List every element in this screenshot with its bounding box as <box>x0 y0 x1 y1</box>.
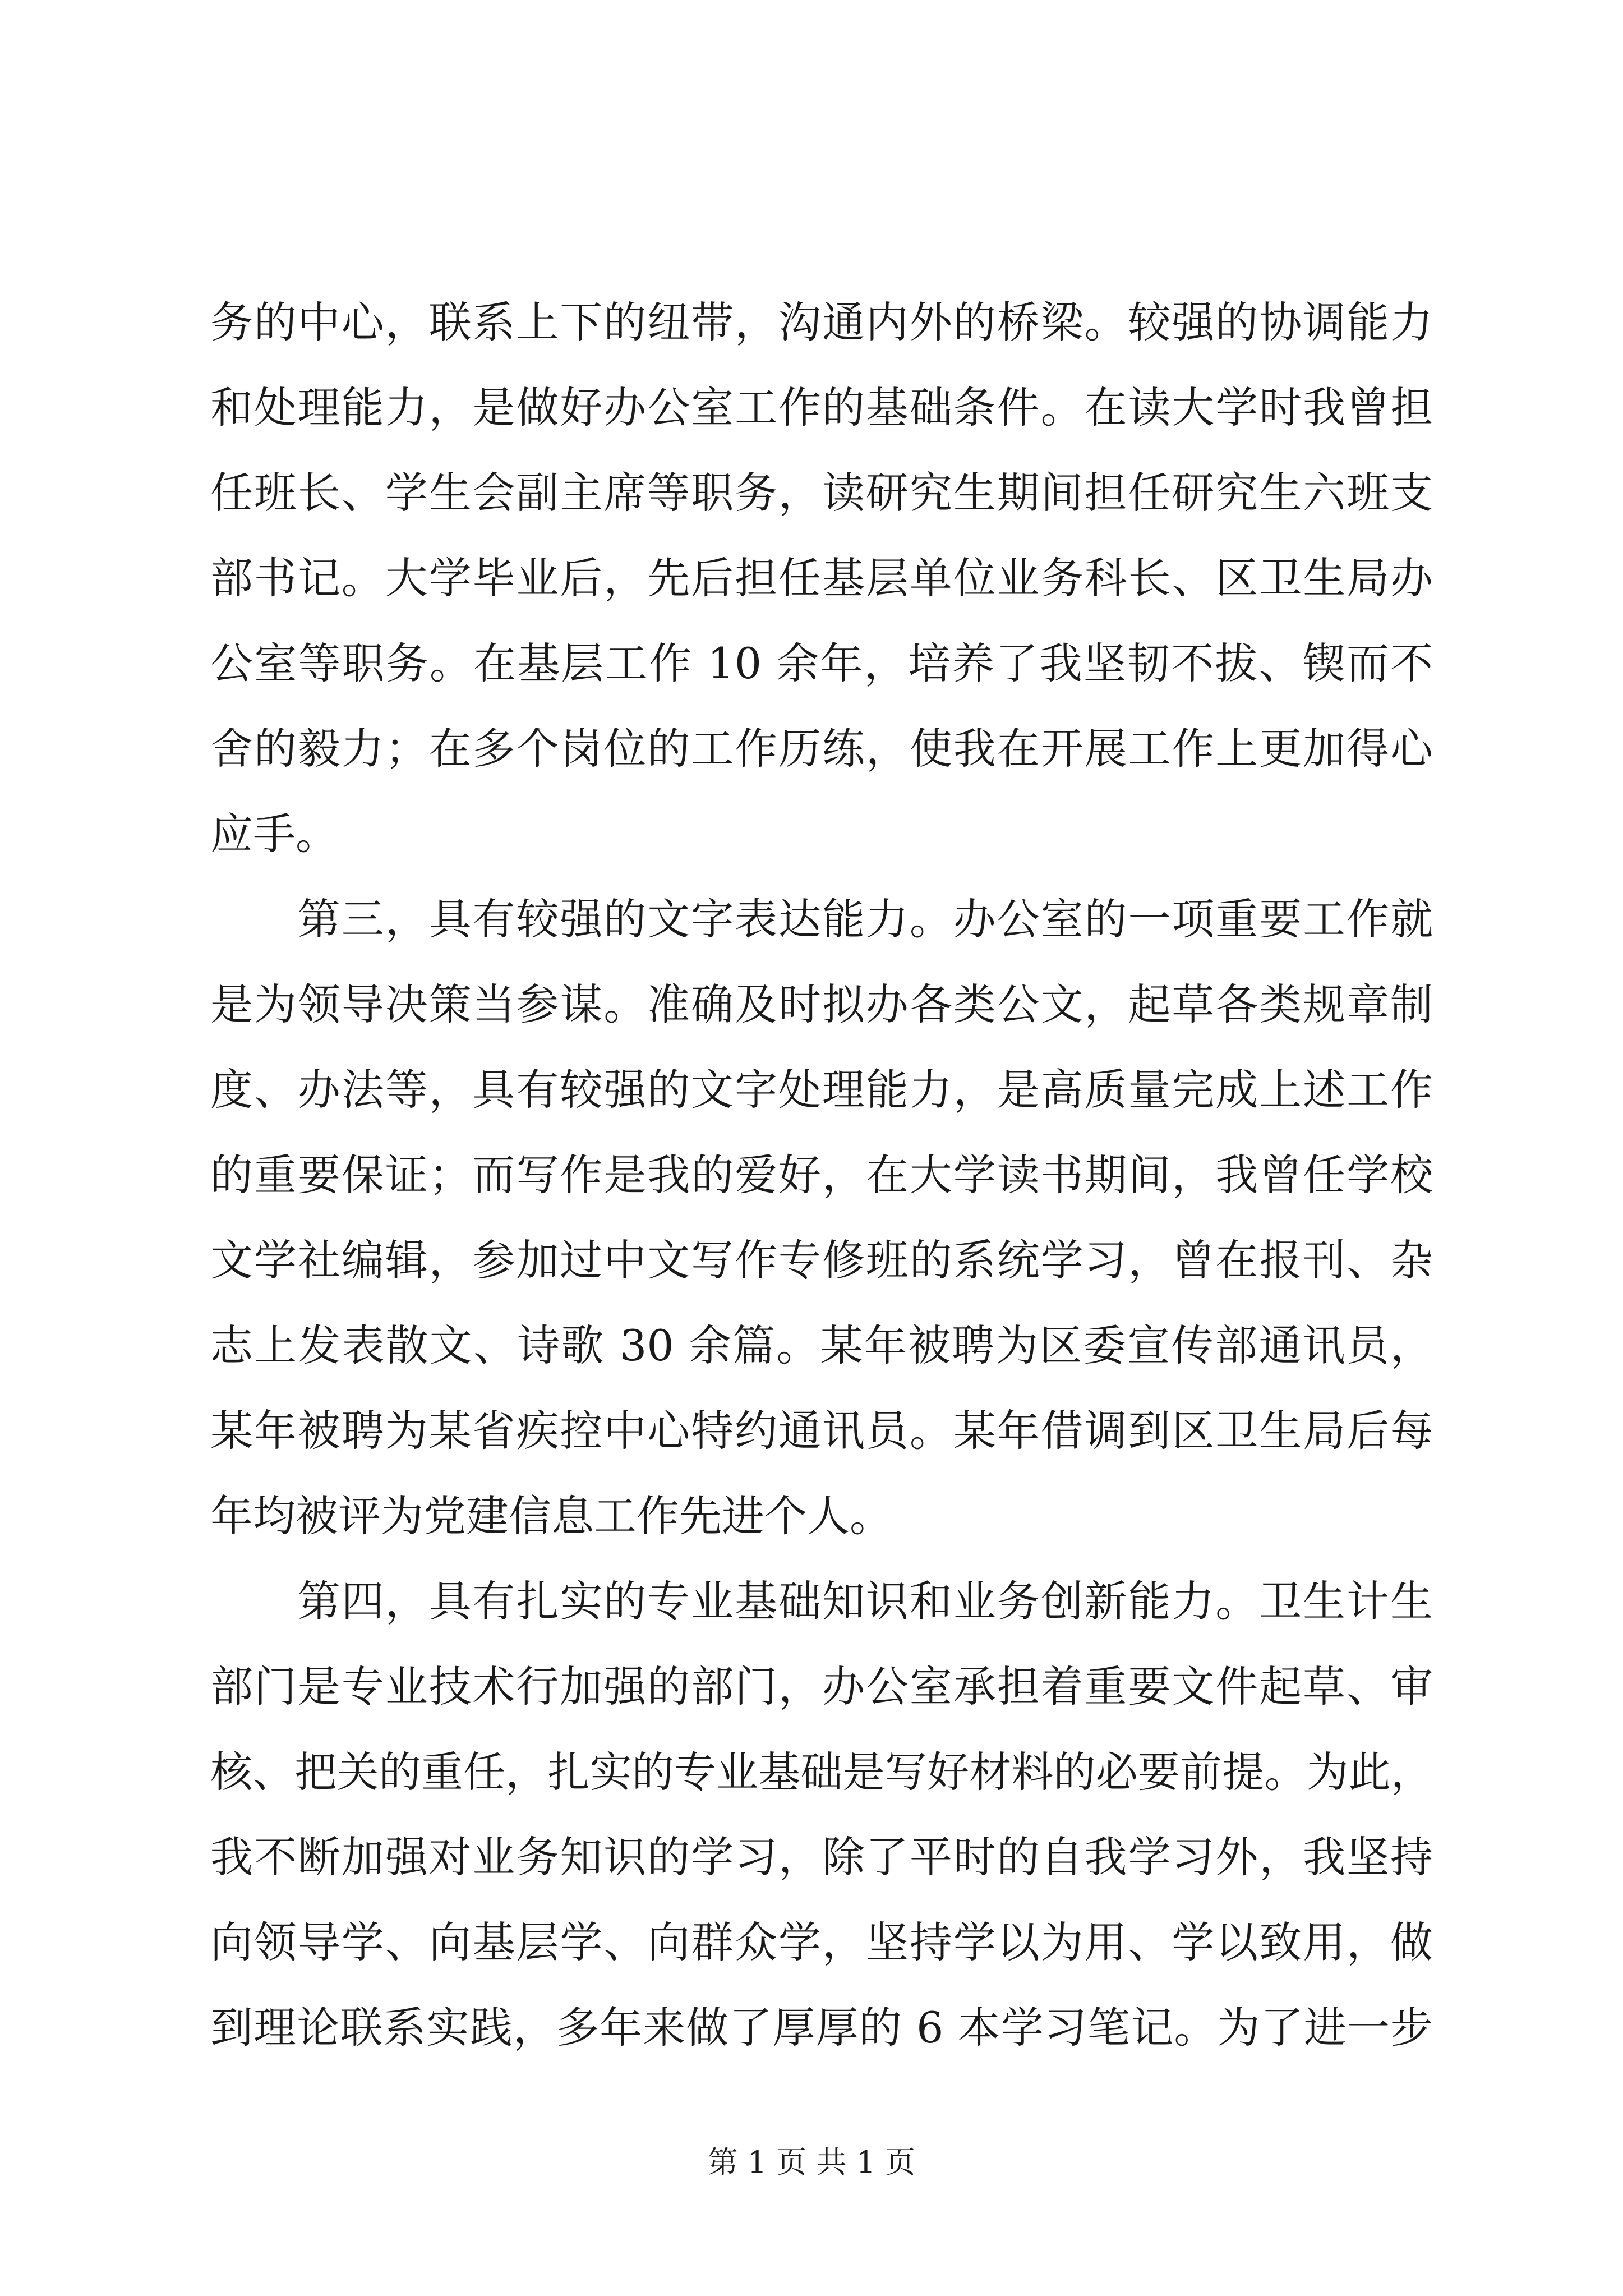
text-line: 向领导学、向基层学、向群众学，坚持学以为用、学以致用，做 <box>210 1917 1433 1967</box>
text-line: 度、办法等，具有较强的文字处理能力，是高质量完成上述工作 <box>210 1065 1433 1115</box>
page-footer: 第 1 页 共 1 页 <box>707 2145 916 2180</box>
text-line: 志上发表散文、诗歌 30 余篇。某年被聘为区委宣传部通讯员， <box>210 1320 1433 1370</box>
text-line: 是为领导决策当参谋。准确及时拟办各类公文，起草各类规章制 <box>210 979 1433 1029</box>
text-line: 公室等职务。在基层工作 10 余年，培养了我坚韧不拔、锲而不 <box>210 638 1433 688</box>
text-line: 我不断加强对业务知识的学习，除了平时的自我学习外，我坚持 <box>210 1832 1433 1882</box>
text-line: 第四，具有扎实的专业基础知识和业务创新能力。卫生计生 <box>210 1576 1433 1626</box>
text-line: 第三，具有较强的文字表达能力。办公室的一项重要工作就 <box>210 894 1433 944</box>
text-line: 年均被评为党建信息工作先进个人。 <box>210 1491 892 1541</box>
text-line: 任班长、学生会副主席等职务，读研究生期间担任研究生六班支 <box>210 468 1433 518</box>
text-line: 核、把关的重任，扎实的专业基础是写好材料的必要前提。为此， <box>210 1747 1433 1797</box>
text-line: 舍的毅力；在多个岗位的工作历练，使我在开展工作上更加得心 <box>210 724 1433 774</box>
text-line: 部书记。大学毕业后，先后担任基层单位业务科长、区卫生局办 <box>210 553 1433 603</box>
text-line: 文学社编辑，参加过中文写作专修班的系统学习，曾在报刊、杂 <box>210 1235 1433 1285</box>
text-line: 部门是专业技术行加强的部门，办公室承担着重要文件起草、审 <box>210 1662 1433 1711</box>
text-line: 的重要保证；而写作是我的爱好，在大学读书期间，我曾任学校 <box>210 1150 1433 1200</box>
text-line: 某年被聘为某省疾控中心特约通讯员。某年借调到区卫生局后每 <box>210 1406 1433 1456</box>
text-line: 到理论联系实践，多年来做了厚厚的 6 本学习笔记。为了进一步 <box>210 2003 1433 2053</box>
text-line: 和处理能力，是做好办公室工作的基础条件。在读大学时我曾担 <box>210 383 1433 432</box>
text-line: 应手。 <box>210 809 338 859</box>
text-line: 务的中心，联系上下的纽带，沟通内外的桥梁。较强的协调能力 <box>210 297 1433 347</box>
